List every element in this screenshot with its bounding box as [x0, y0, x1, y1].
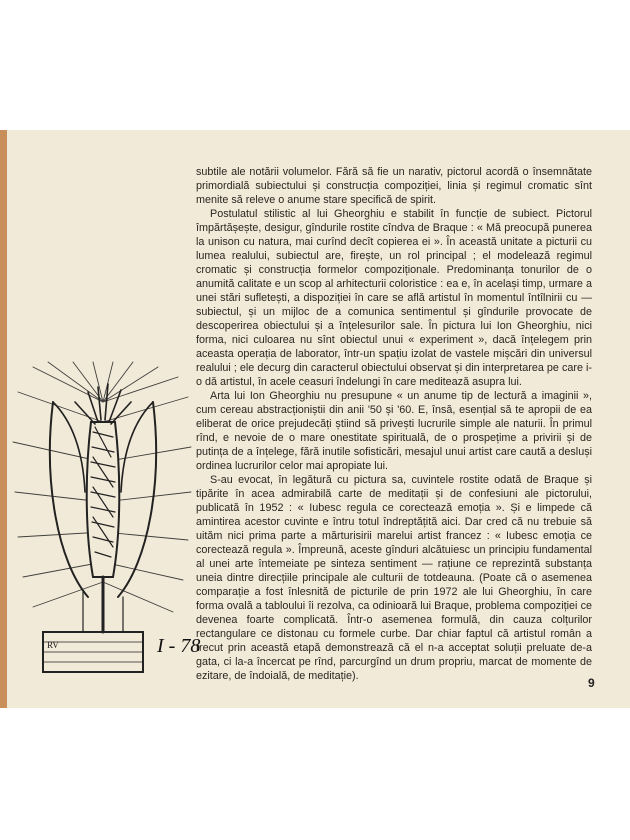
- body-text: [196, 165, 592, 683]
- paragraph: S-au evocat, în legătură cu pictura sa, cuvintele rostite odată de Braque și tipărite în acea admirabilă carte de meditații și de confesiuni ale pictorului, publicată în 1952 : « Iubesc regula ce corectează emoția ». Și e limpede că amintirea acestor cuvinte e întru totul îndreptățită aici. Dar cred că nu trebuie să uităm nici prima parte a mărturisirii marelui artist francez : « Iubesc emoția ce corectează regula ». Împreună, aceste gînduri alcătuiesc un principiu fundamental al unei arte întemeiate pe sinteza sentiment — rațiune ce reprezintă substanța uneia dintre direcțiile principale ale culturii de totdeauna. (Poate că o asemenea comparație a fost înlesnită de picturile de prin 1972 ale lui Gheorghiu, în care forma ovală a tabloului îi rezolva, ca odinioară lui Braque, problema compoziției ce devenea foarte complicată. Într-o asemenea formulă, din cauza colțurilor rectangulare ce distonau cu formele curbe. Dar chiar faptul că artistul român a trecut prin această etapă demonstrează că el n-a acceptat soluții preluate de-a gata, ci la-a încercat pe rînd, parcurgînd un drum propriu, marcat de momente de ezitare, de îndoială, de meditație).: [196, 474, 592, 682]
- artist-signature: RV: [47, 640, 59, 650]
- page-number: 9: [588, 676, 595, 690]
- ink-drawing-illustration: [13, 362, 201, 692]
- paragraph: subtile ale notării volumelor. Fără să fie un narativ, pictorul acordă o însemnătate primordială subiectului și construcția compoziției, linia și regimul cromatic sînt menite să releve o anume stare specifică de spirit.: [196, 166, 592, 206]
- paragraph: Arta lui Ion Gheorghiu nu presupune « un anume tip de lectură a imaginii », cum cereau abstracționiștii din anii '50 și '60. E, însă, esențial să te apropii de ea eliberat de orice prejudecăți știind să privești lucrurile simple ale naturii. În primul rînd, e nevoie de o mare onestitate spirituală, de o prospețime a privirii și de putința de a înțelege, fără inutile sofisticări, mesajul unui artist care caută a desluși ordinea lucrurilor celor mai apropiate lui.: [196, 390, 592, 472]
- book-spine: [0, 130, 7, 708]
- handwritten-annotation: I - 78: [157, 635, 201, 657]
- paragraph: Postulatul stilistic al lui Gheorghiu e stabilit în funcție de subiect. Pictorul împărtășește, desigur, gîndurile rostite cîndva de Braque : « Mă preocupă punerea la unison cu natura, mai curînd decît copierea ei ». În această unitate a picturii cu lumea realului, subiectul are, firește, un rol principal ; el modelează regimul cromatic și construcția formelor compoziționale. Predominanța tonurilor de o anumită calitate e un scop al arhitecturii coloristice : ea e, în același timp, urmare a unei stări sufletești, a dispoziției în care se află artistul în momentul întîlnirii cu —subiectul, și un mijloc de a comunica sentimentul și gîndurile provocate de descoperirea obiectului și a înțelesurilor sale. În pictura lui Ion Gheorghiu, nici forma, nici culoarea nu sînt obiectul unui « experiment », dacă înțelegem prin aceasta operația de laborator, într-un spațiu izolat de vastele mișcări din universul realului ; ele decurg din caracterul obiectului observat și din interpretarea pe care i-o dă artistul, în acele ceasuri îndelungi în care meditează asupra lui.: [196, 208, 592, 388]
